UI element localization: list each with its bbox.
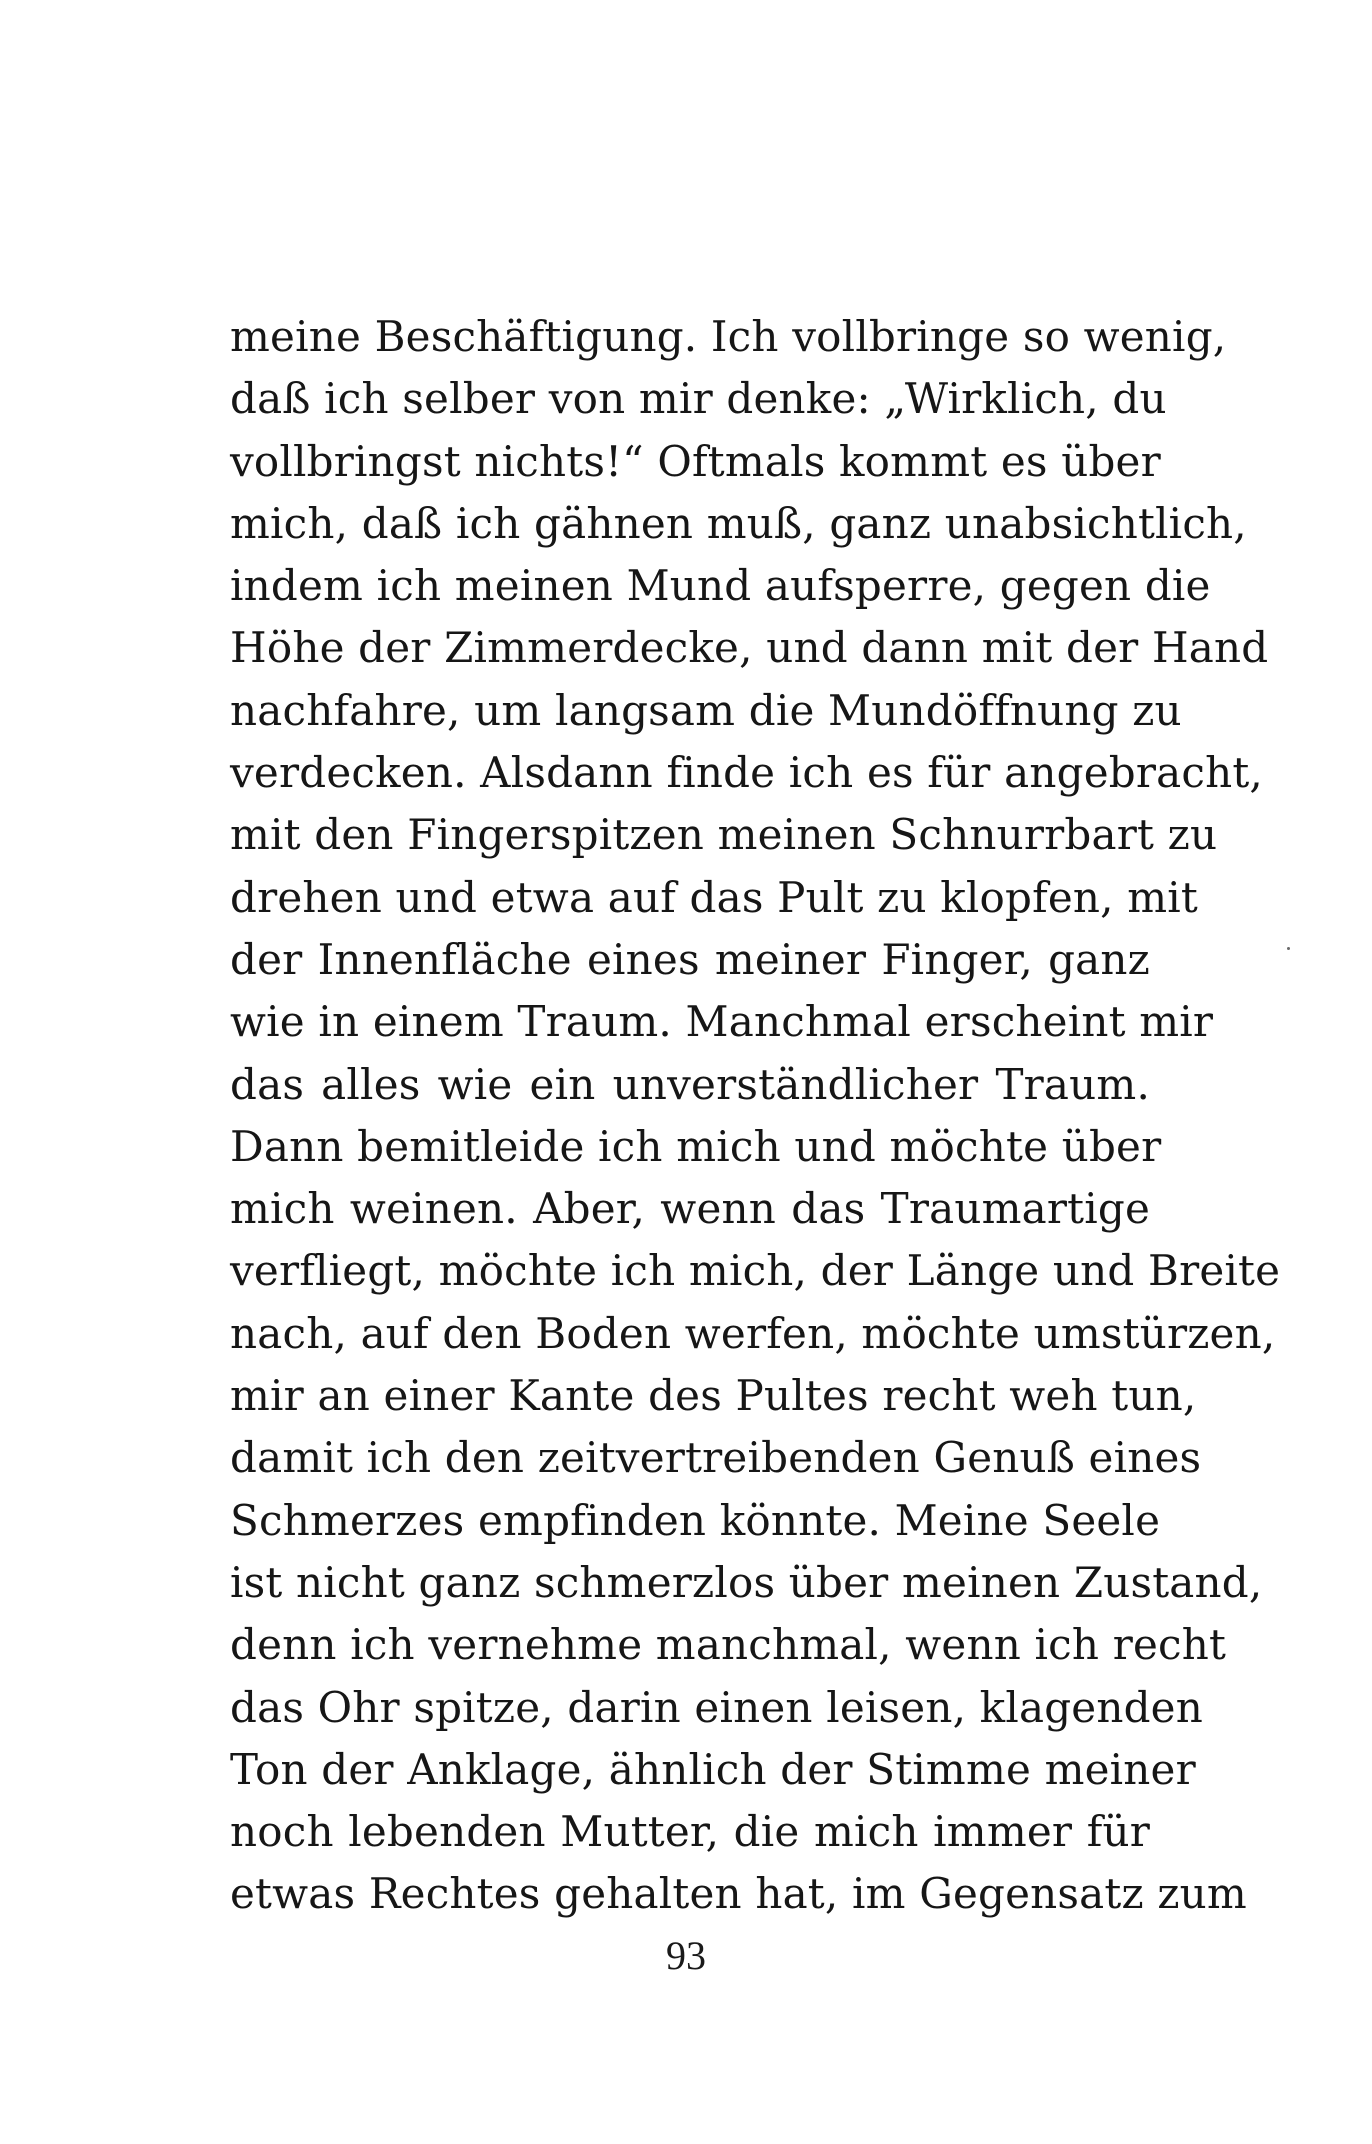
text-line: verfliegt, möchte ich mich, der Länge und Breite <box>230 1246 1281 1296</box>
text-line: Höhe der Zimmerdecke, und dann mit der Hand <box>230 623 1269 673</box>
text-line: Schmerzes empfinden könnte. Meine Seele <box>230 1495 1161 1545</box>
text-line: noch lebenden Mutter, die mich immer für <box>230 1807 1150 1857</box>
text-line: verdecken. Alsdann finde ich es für angebracht, <box>230 748 1263 798</box>
text-line: wie in einem Traum. Manchmal erscheint mir <box>230 997 1214 1047</box>
text-line: denn ich vernehme manchmal, wenn ich recht <box>230 1620 1227 1670</box>
text-line: drehen und etwa auf das Pult zu klopfen, mit <box>230 872 1198 922</box>
text-line: der Innenfläche eines meiner Finger, ganz <box>230 934 1150 984</box>
text-line: mich, daß ich gähnen muß, ganz unabsichtlich, <box>230 498 1247 548</box>
text-line: mir an einer Kante des Pultes recht weh tun, <box>230 1371 1197 1421</box>
text-line: Ton der Anklage, ähnlich der Stimme meiner <box>230 1744 1196 1794</box>
text-line: meine Beschäftigung. Ich vollbringe so wenig, <box>230 312 1227 361</box>
text-line: mich weinen. Aber, wenn das Traumartige <box>230 1184 1150 1234</box>
text-line: das alles wie ein unverständlicher Traum. <box>230 1059 1150 1109</box>
text-line: damit ich den zeitvertreibenden Genuß eines <box>230 1433 1202 1483</box>
page-number: 93 <box>666 1933 706 1978</box>
text-line: ist nicht ganz schmerzlos über meinen Zustand, <box>230 1557 1263 1607</box>
text-line: nach, auf den Boden werfen, möchte umstürzen, <box>230 1308 1276 1358</box>
text-line: mit den Fingerspitzen meinen Schnurrbart zu <box>230 810 1218 860</box>
text-line: etwas Rechtes gehalten hat, im Gegensatz zum <box>230 1869 1247 1919</box>
text-line: daß ich selber von mir denke: „Wirklich, du <box>230 374 1167 424</box>
text-line: nachfahre, um langsam die Mundöffnung zu <box>230 685 1182 735</box>
text-line: Dann bemitleide ich mich und möchte über <box>230 1121 1162 1171</box>
text-line: das Ohr spitze, darin einen leisen, klagenden <box>230 1682 1203 1732</box>
text-line: indem ich meinen Mund aufsperre, gegen die <box>230 561 1211 611</box>
print-speck <box>1287 947 1290 950</box>
text-line: vollbringst nichts!“ Oftmals kommt es über <box>230 436 1161 486</box>
body-text <box>230 306 1281 1926</box>
